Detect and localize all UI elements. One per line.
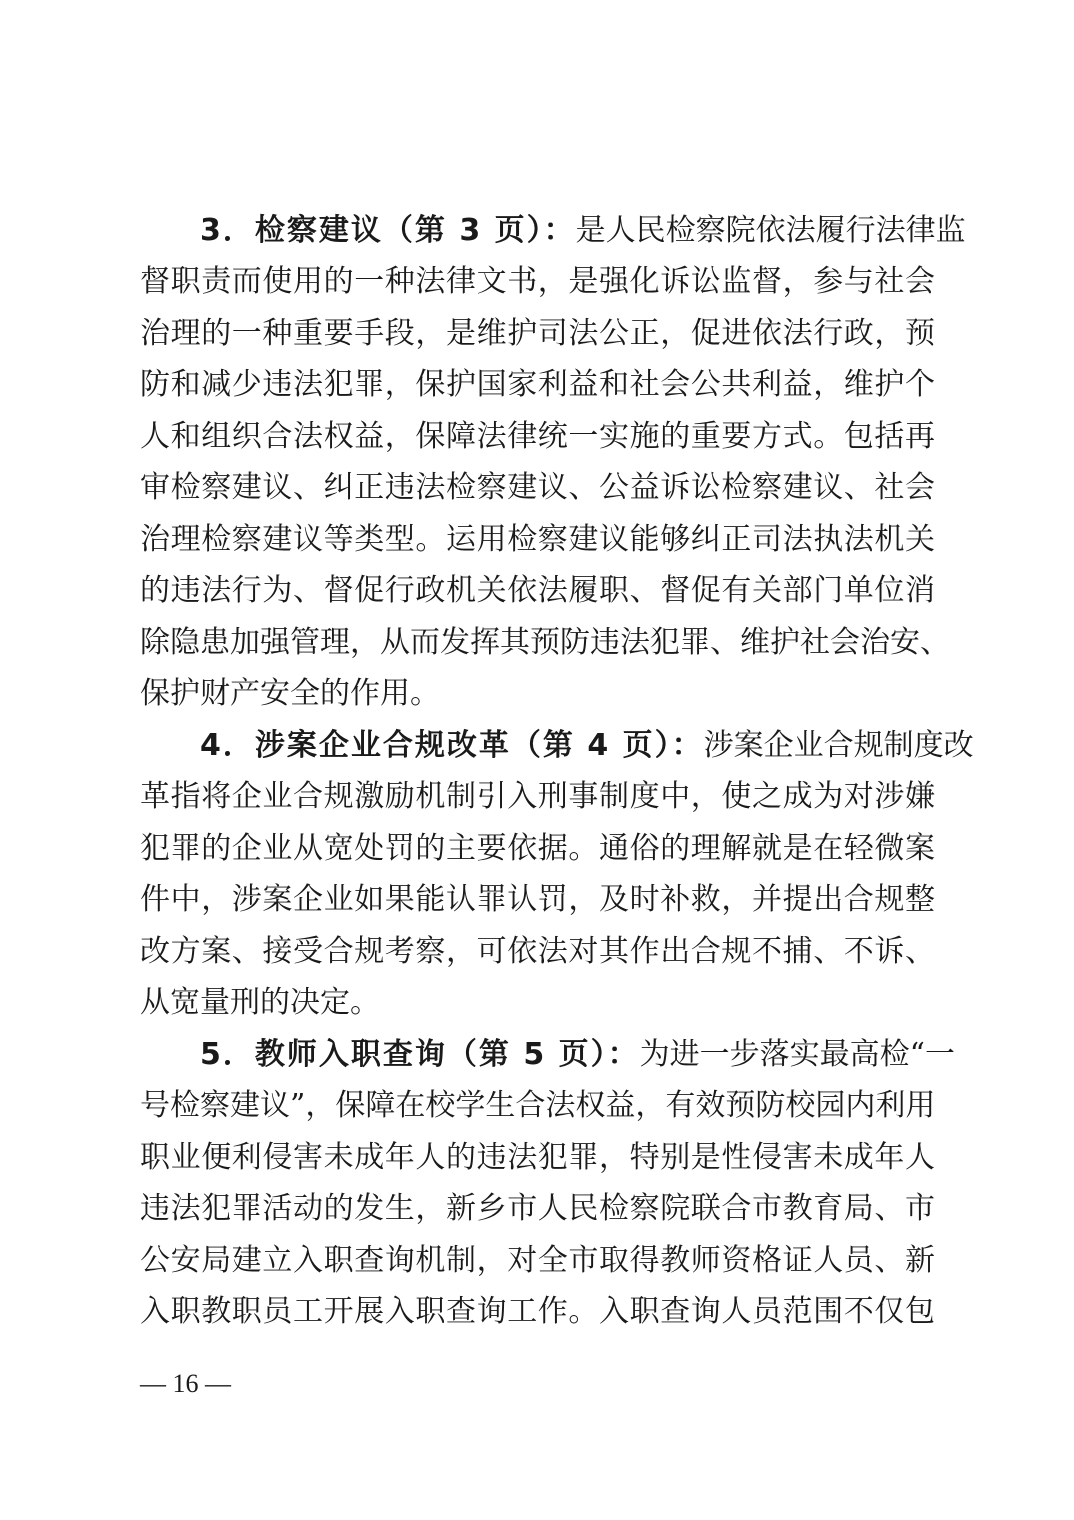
paragraph-3-heading: 3．检察建议（第 3 页）： <box>200 213 576 248</box>
paragraph-3-line-10: 保护财产安全的作用。 <box>140 676 440 711</box>
paragraph-3-line-1 <box>200 205 966 257</box>
paragraph-3-line-6: 审检察建议、纠正违法检察建议、公益诉讼检察建议、社会 <box>140 470 935 505</box>
paragraph-4-text: 涉案企业合规制度改 <box>703 728 974 763</box>
page-number: — 16 — <box>140 1369 231 1398</box>
paragraph-4-line-4: 件中，涉案企业如果能认罪认罚，及时补救，并提出合规整 <box>140 882 935 917</box>
paragraph-4-line-6: 从宽量刑的决定。 <box>140 985 380 1020</box>
paragraph-3-line-4: 防和减少违法犯罪，保护国家利益和社会公共利益，维护个 <box>140 367 935 402</box>
paragraph-4-line-5: 改方案、接受合规考察，可依法对其作出合规不捕、不诉、 <box>140 934 935 969</box>
paragraph-3-line-8: 的违法行为、督促行政机关依法履职、督促有关部门单位消 <box>140 573 935 608</box>
paragraph-5-line-2: 号检察建议”，保障在校学生合法权益，有效预防校园内利用 <box>140 1088 936 1123</box>
paragraph-5-line-5: 公安局建立入职查询机制，对全市取得教师资格证人员、新 <box>140 1243 935 1278</box>
paragraph-4-line-3: 犯罪的企业从宽处罚的主要依据。通俗的理解就是在轻微案 <box>140 831 935 866</box>
paragraph-3-line-3: 治理的一种重要手段，是维护司法公正，促进依法行政，预 <box>140 316 935 351</box>
paragraph-5-line-1 <box>200 1029 955 1081</box>
paragraph-4-heading: 4．涉案企业合规改革（第 4 页）： <box>200 728 704 763</box>
paragraph-5-line-3: 职业便利侵害未成年人的违法犯罪，特别是性侵害未成年人 <box>140 1140 935 1175</box>
paragraph-5-text: 为进一步落实最高检“一 <box>639 1037 955 1072</box>
paragraph-5-heading: 5．教师入职查询（第 5 页）： <box>200 1037 640 1072</box>
paragraph-3-line-5: 人和组织合法权益，保障法律统一实施的重要方式。包括再 <box>140 419 935 454</box>
paragraph-3-line-9: 除隐患加强管理，从而发挥其预防违法犯罪、维护社会治安、 <box>140 625 950 660</box>
paragraph-3-line-2: 督职责而使用的一种法律文书，是强化诉讼监督，参与社会 <box>140 264 935 299</box>
paragraph-4-line-1 <box>200 720 974 772</box>
paragraph-5-line-4: 违法犯罪活动的发生，新乡市人民检察院联合市教育局、市 <box>140 1191 935 1226</box>
paragraph-4-line-2: 革指将企业合规激励机制引入刑事制度中，使之成为对涉嫌 <box>140 779 935 814</box>
paragraph-3-text: 是人民检察院依法履行法律监 <box>575 213 966 248</box>
paragraph-5-line-6: 入职教职员工开展入职查询工作。入职查询人员范围不仅包 <box>140 1294 935 1329</box>
paragraph-3-line-7: 治理检察建议等类型。运用检察建议能够纠正司法执法机关 <box>140 522 935 557</box>
